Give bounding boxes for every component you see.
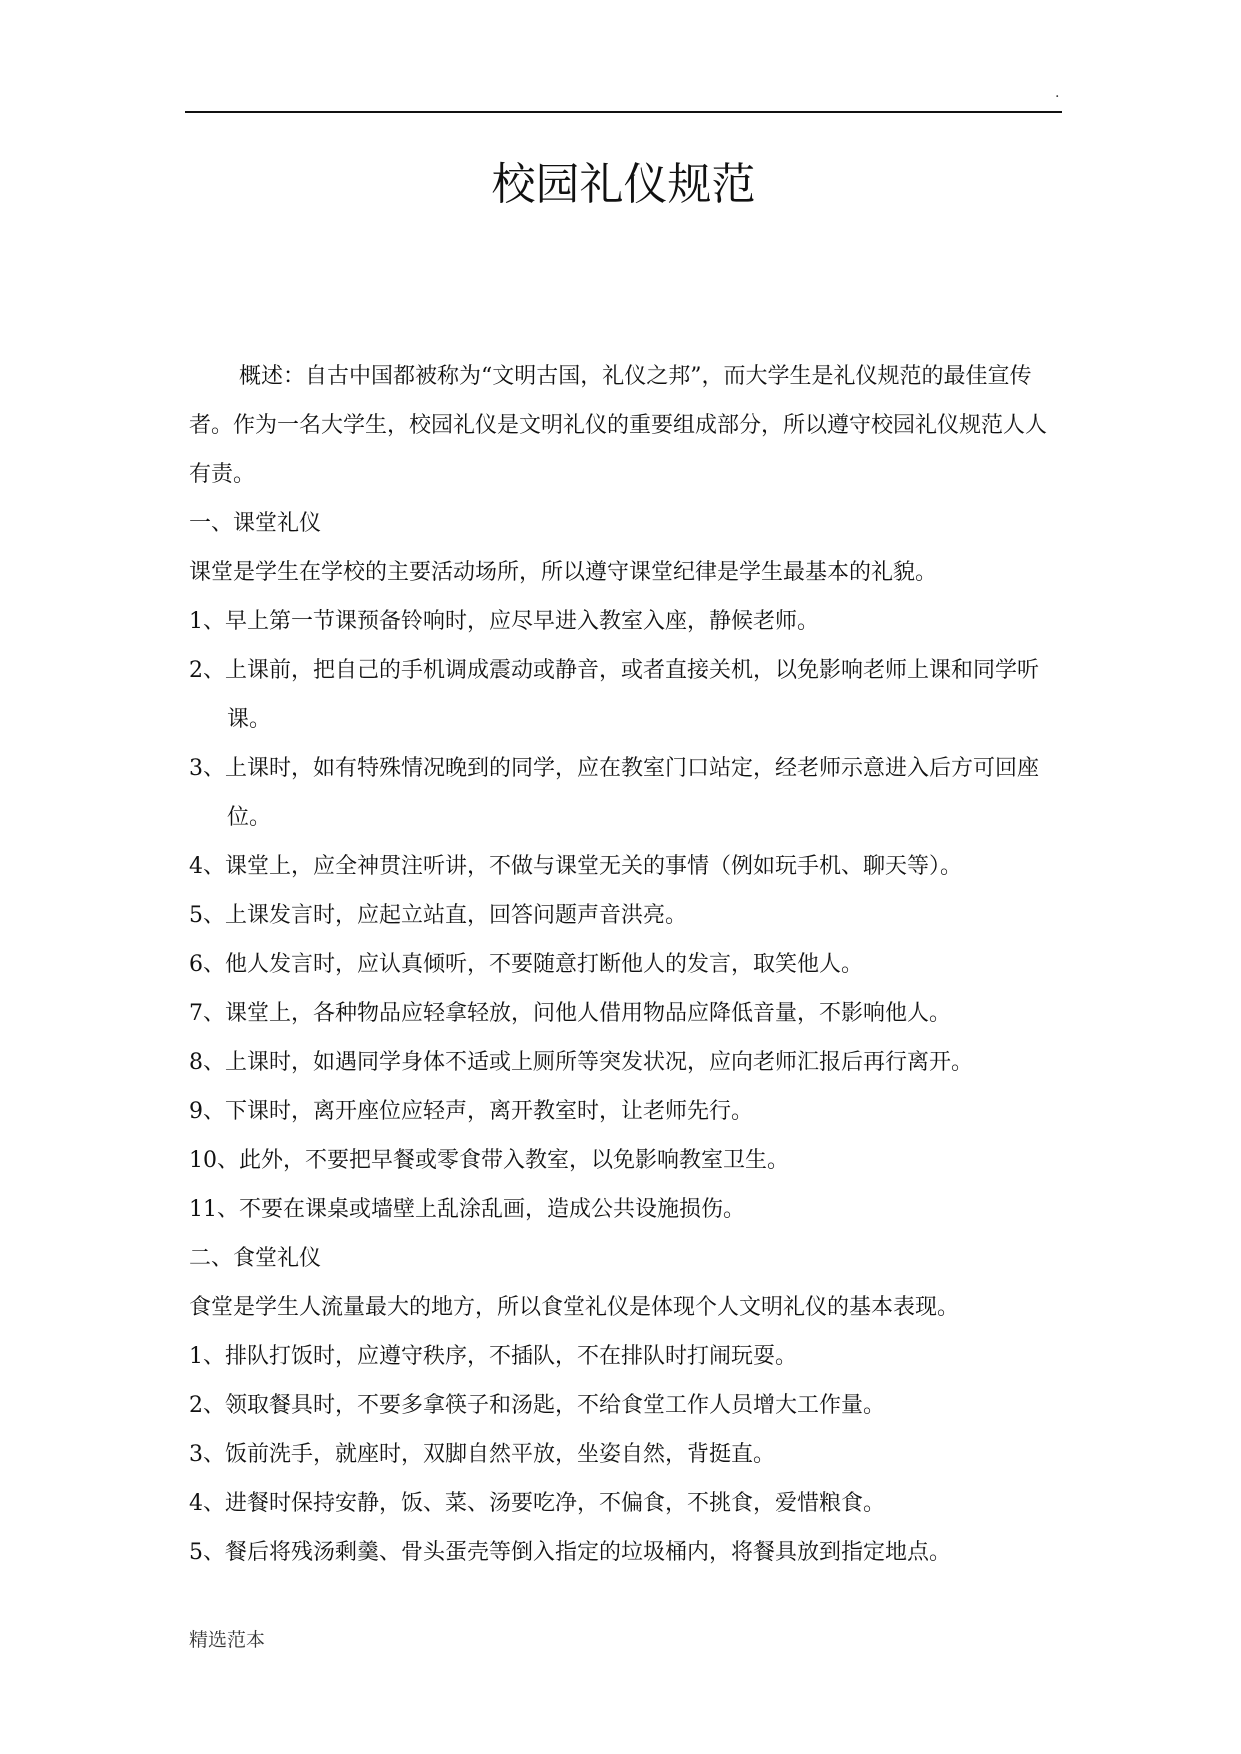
list-item: 5、餐后将残汤剩羹、骨头蛋壳等倒入指定的垃圾桶内，将餐具放到指定地点。 — [189, 1540, 951, 1565]
list-item: 6、他人发言时，应认真倾听，不要随意打断他人的发言，取笑他人。 — [189, 952, 863, 977]
list-item: 2、上课前，把自己的手机调成震动或静音，或者直接关机，以免影响老师上课和同学听课。 — [189, 658, 1039, 732]
section-heading-canteen: 二、食堂礼仪 — [189, 1246, 322, 1271]
section-summary-classroom: 课堂是学生在学校的主要活动场所，所以遵守课堂纪律是学生最基本的礼貌。 — [189, 560, 938, 585]
document-body — [189, 352, 1057, 1577]
header-mark: . — [1055, 85, 1060, 101]
list-item: 10、此外，不要把早餐或零食带入教室，以免影响教室卫生。 — [189, 1148, 789, 1173]
list-item: 11、不要在课桌或墙壁上乱涂乱画，造成公共设施损伤。 — [189, 1197, 745, 1222]
list-item: 4、课堂上，应全神贯注听讲，不做与课堂无关的事情（例如玩手机、聊天等）。 — [189, 854, 962, 879]
section-heading-classroom: 一、课堂礼仪 — [189, 511, 322, 536]
list-item: 3、上课时，如有特殊情况晚到的同学，应在教室门口站定，经老师示意进入后方可回座位。 — [189, 756, 1039, 830]
list-item: 8、上课时，如遇同学身体不适或上厕所等突发状况，应向老师汇报后再行离开。 — [189, 1050, 973, 1075]
footer-note: 精选范本 — [189, 1629, 266, 1651]
document-title: 校园礼仪规范 — [491, 159, 756, 210]
section-summary-canteen: 食堂是学生人流量最大的地方，所以食堂礼仪是体现个人文明礼仪的基本表现。 — [189, 1295, 960, 1320]
list-item: 1、排队打饭时，应遵守秩序，不插队，不在排队时打闹玩耍。 — [189, 1344, 797, 1369]
list-item: 7、课堂上，各种物品应轻拿轻放，问他人借用物品应降低音量，不影响他人。 — [189, 1001, 951, 1026]
intro-paragraph: 概述：自古中国都被称为“文明古国，礼仪之邦”，而大学生是礼仪规范的最佳宣传者。作为一名大学生，校园礼仪是文明礼仪的重要组成部分，所以遵守校园礼仪规范人人有责。 — [189, 364, 1048, 487]
list-item: 2、领取餐具时，不要多拿筷子和汤匙，不给食堂工作人员增大工作量。 — [189, 1393, 885, 1418]
list-item: 3、饭前洗手，就座时，双脚自然平放，坐姿自然，背挺直。 — [189, 1442, 775, 1467]
list-item: 5、上课发言时，应起立站直，回答问题声音洪亮。 — [189, 903, 687, 928]
list-item: 4、进餐时保持安静，饭、菜、汤要吃净，不偏食，不挑食，爱惜粮食。 — [189, 1491, 885, 1516]
list-item: 1、早上第一节课预备铃响时，应尽早进入教室入座，静候老师。 — [189, 609, 819, 634]
list-item: 9、下课时，离开座位应轻声，离开教室时，让老师先行。 — [189, 1099, 753, 1124]
header-rule — [185, 111, 1062, 113]
